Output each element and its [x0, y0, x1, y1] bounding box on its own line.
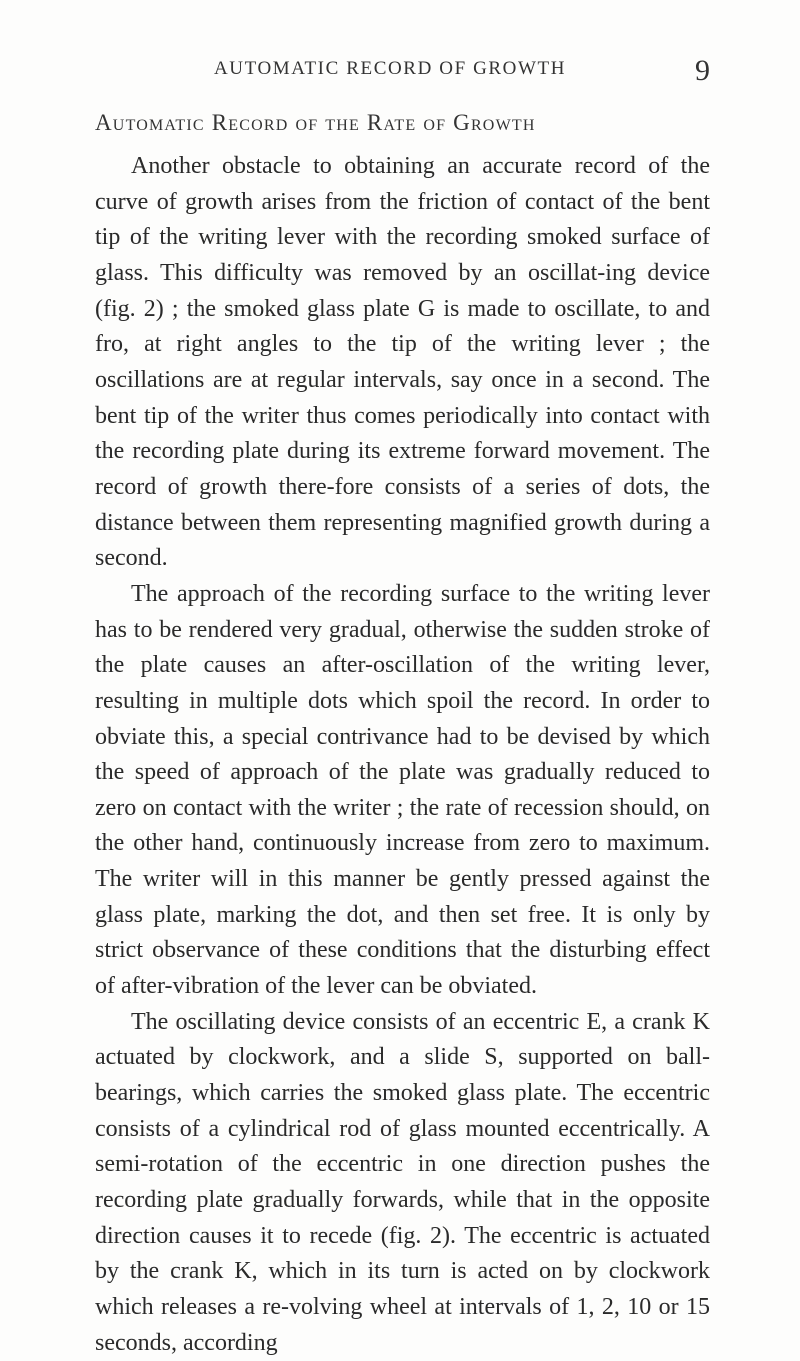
- paragraph-3: The oscillating device consists of an eccentric E, a crank K actuated by clockwork, and a slide S, supported on ball-bearings, which carries the smoked glass plate. The eccentric consists of a cylindrical rod of glass mounted eccentrically. A semi-rotation of the eccentric in one direction pushes the recording plate gradually forwards, while that in the opposite direction causes it to recede (fig. 2). The eccentric is actuated by the crank K, which in its turn is acted on by clockwork which releases a re-volving wheel at intervals of 1, 2, 10 or 15 seconds, according: [95, 1008, 710, 1356]
- paragraph-2: The approach of the recording surface to the writing lever has to be rendered very gradual, otherwise the sudden stroke of the plate causes an after-oscillation of the writing lever, resulting in multiple dots which spoil the record. In order to obviate this, a special contrivance had to be devised by which the speed of approach of the plate was gradually reduced to zero on contact with the writer ; the rate of recession should, on the other hand, continuously increase from zero to maximum. The writer will in this manner be gently pressed against the glass plate, marking the dot, and then set free. It is only by strict observance of these conditions that the disturbing effect of after-vibration of the lever can be obviated.: [95, 580, 710, 1000]
- running-head: AUTOMATIC RECORD OF GROWTH: [213, 58, 567, 79]
- page-number: 9: [695, 54, 710, 87]
- paragraph-1: Another obstacle to obtaining an accurate record of the curve of growth arises from the friction of contact of the bent tip of the writing lever with the recording smoked surface of glass. This difficulty was removed by an oscillat-ing device (fig. 2) ; the smoked glass plate G is made to oscillate, to and fro, at right angles to the tip of the writing lever ; the oscillations are at regular intervals, say once in a second. The bent tip of the writer thus comes periodically into contact with the recording plate during its extreme forward movement. The record of growth there-fore consists of a series of dots, the distance between them representing magnified growth during a second.: [95, 153, 710, 572]
- section-title: Automatic Record of the Rate of Growth: [95, 110, 536, 135]
- body-text: [95, 149, 710, 1361]
